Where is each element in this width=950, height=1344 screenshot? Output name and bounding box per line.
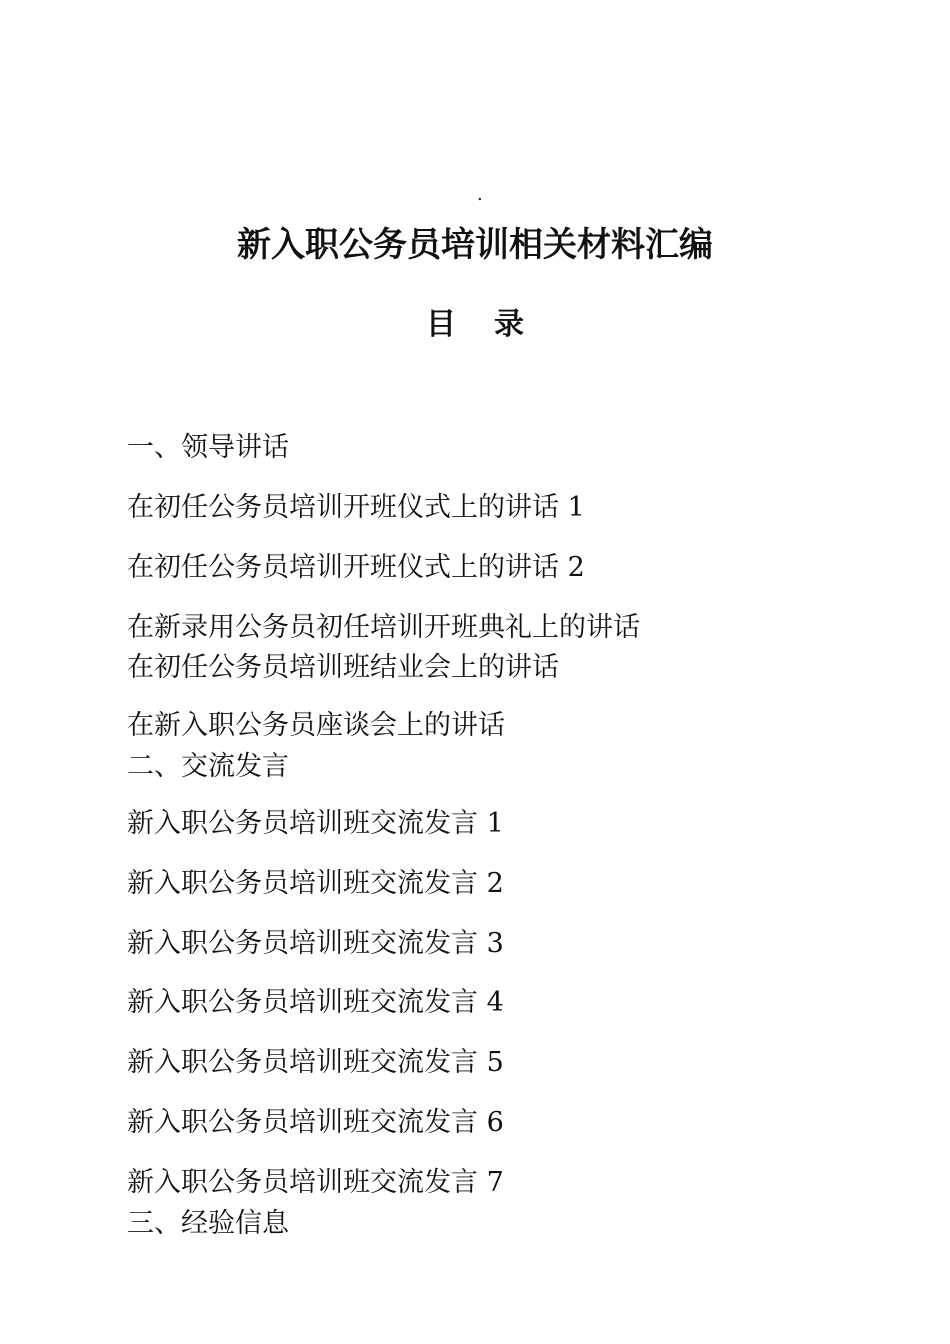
toc-item: 新入职公务员培训班交流发言 5: [127, 1047, 504, 1078]
toc-item: 在新入职公务员座谈会上的讲话: [127, 710, 505, 741]
toc-item: 在新录用公务员初任培训开班典礼上的讲话: [127, 612, 640, 643]
toc-heading: [0, 305, 950, 345]
toc-item: 在初任公务员培训开班仪式上的讲话 1: [127, 492, 585, 523]
toc-item: 新入职公务员培训班交流发言 7: [127, 1167, 504, 1198]
toc-section-heading-3: 三、经验信息: [127, 1208, 289, 1239]
toc-item: 新入职公务员培训班交流发言 3: [127, 928, 504, 959]
toc-item: 在初任公务员培训班结业会上的讲话: [127, 652, 559, 683]
document-title: 新入职公务员培训相关材料汇编: [237, 225, 713, 265]
header-mark: .: [477, 184, 483, 205]
toc-item: 新入职公务员培训班交流发言 2: [127, 868, 504, 899]
toc-heading-first-char: 目: [426, 307, 456, 342]
toc-section-heading-1: 一、领导讲话: [127, 432, 289, 463]
toc-item: 在初任公务员培训开班仪式上的讲话 2: [127, 552, 585, 583]
toc-item: 新入职公务员培训班交流发言 4: [127, 987, 504, 1018]
toc-item: 新入职公务员培训班交流发言 1: [127, 808, 504, 839]
toc-item: 新入职公务员培训班交流发言 6: [127, 1107, 504, 1138]
toc-heading-second-char: 录: [494, 307, 524, 342]
toc-section-heading-2: 二、交流发言: [127, 751, 289, 782]
